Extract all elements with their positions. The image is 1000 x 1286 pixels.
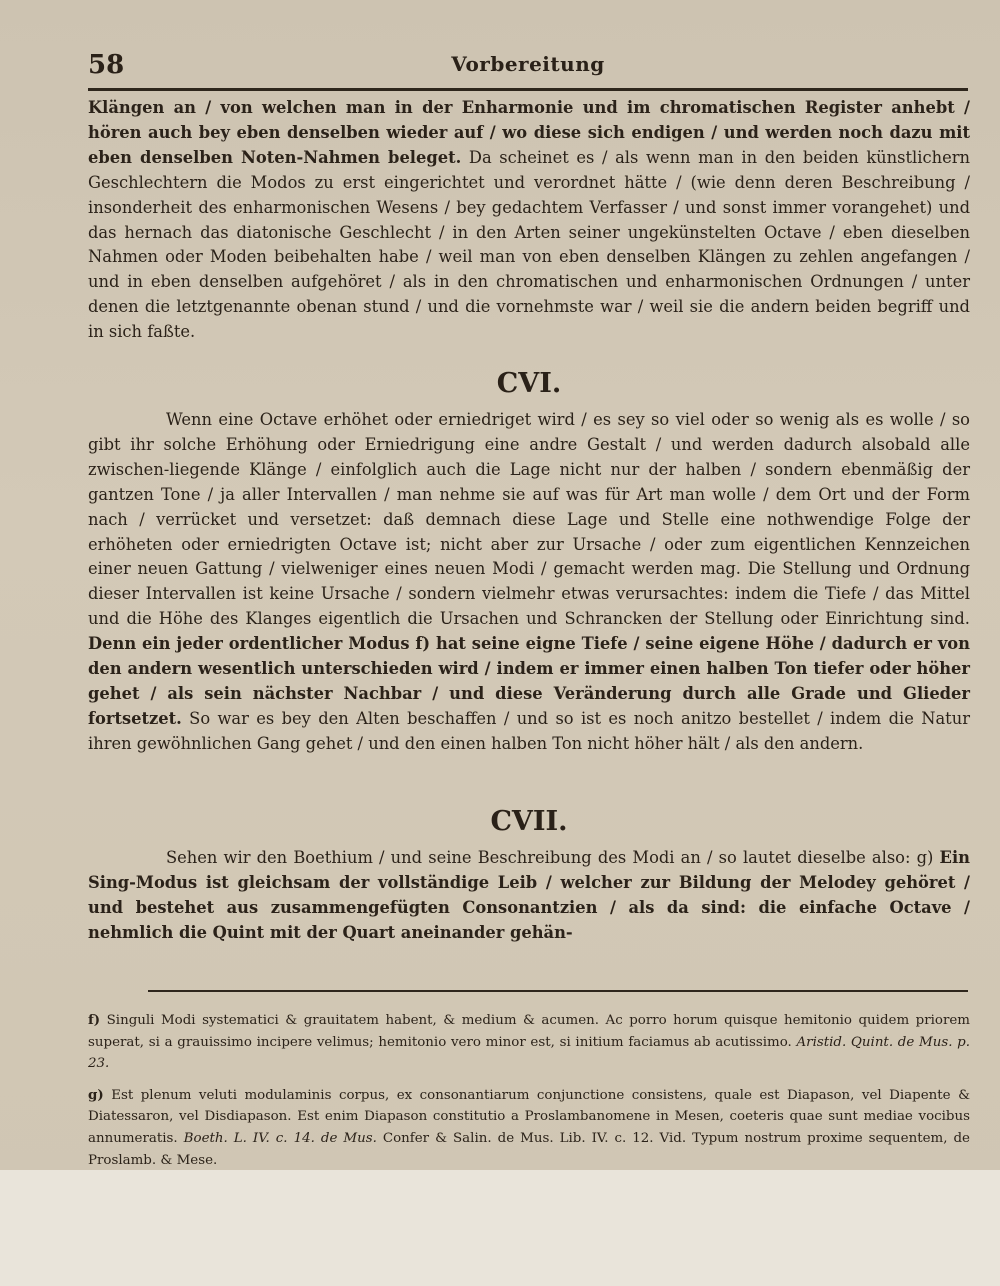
section-heading-cvii: CVII. [490,806,568,837]
section-cvi-text-1: Wenn eine Octave erhöhet oder erniedriget wird / es sey so viel oder so wenig als es wolle / so gibt ihr solche Erhöhung oder Erniedrigung eine andre Gestalt / und werden dadurch alsobald alle zwischen-liegende Klänge / einfolglich auch die Lage nicht nur der halben / sondern ebenmäßig der gantzen Tone / ja aller Intervallen / man nehme sie auf was für Art man wolle / dem Ort und der Form nach / verrücket und versetzet: daß demnach diese Lage und Stelle eine nothwendige Folge der erhöheten oder erniedrigten Octave ist; nicht aber zur Ursache / oder zum eigentlichen Kennzeichen einer neuen Gattung / vielweniger eines neuen Modi / gemacht werden mag. Die Stellung und Ordnung dieser Intervallen ist keine Ursache / sondern vielmehr etwas verursachtes: indem die Tiefe / das Mittel und die Höhe des Klanges eigentlich die Ursachen und Schrancken der Stellung oder Einrichtung sind. [88,410,970,629]
footnote-f [88,1010,970,1075]
footnote-mark: f) [88,1012,101,1028]
section-cvii-bold-text: Ein Sing-Modus ist gleichsam der vollständige Leib / welcher zur Bildung der Melodey gehöret / und bestehet aus zusammengefügten Consonantzien / als da sind: die einfache Octave / nehmlich die Quint mit der Quart aneinander gehän- [88,848,970,942]
page-number: 58 [88,50,125,80]
footnote-g [88,1085,970,1171]
footnote-text: Singuli Modi systematici & grauitatem habent, & medium & acumen. Ac porro horum quisque hemitonio quidem priorem superat, si a grauissimo incipere velimus; hemitonio vero minor est, si initium faciamus ab acutissimo. [88,1013,970,1050]
footnote-text-continued: Confer & Salin. de Mus. Lib. IV. c. 12. Vid. Typum nostrum proxime sequentem, de Proslamb. & Mese. [88,1130,970,1168]
page-header [88,50,968,90]
intro-paragraph [88,96,970,345]
intro-normal-text: Da scheinet es / als wenn man in den beiden künstlichern Geschlechtern die Modos zu erst eingerichtet und verordnet hätte / (wie denn deren Beschreibung / insonderheit des enharmonischen Wesens / bey gedachtem Verfasser / und sonst immer vorangehet) und das hernach das diatonische Geschlecht / in den Arten seiner ungekünstelten Octave / eben dieselben Nahmen oder Moden beibehalten habe / weil man von eben denselben Klängen zu zehlen angefangen / und in eben denselben aufgehöret / als in den chromatischen und enharmonischen Ordnungen / unter denen die letztgenannte obenan stund / und die vornehmste war / weil sie die andern beiden begriff und in sich faßte. [88,147,970,342]
section-cvi-bold-text: Denn ein jeder ordentlicher Modus f) hat seine eigne Tiefe / seine eigene Höhe / dadurch er von den andern wesentlich unterschieden wird / indem er immer einen halben Ton tiefer oder höher gehet / als sein nächster Nachbar / und diese Veränderung durch alle Grade und Glieder fortsetzet. [88,634,970,728]
section-cvii-text-1: Sehen wir den Boethium / und seine Beschreibung des Modi an / so lautet dieselbe also: g) [166,848,934,867]
footnote-text: Est plenum veluti modulaminis corpus, ex consonantiarum conjunctione consistens, quale est Diapason, vel Diapente & Diatessaron, vel Disdiapason. Est enim Diapason constitutio a Proslambanomene in Mesen, coeteris quae sunt mediae vocibus annumeratis. [88,1087,970,1146]
footnote-reference: Boeth. L. IV. c. 14. de Mus. [183,1130,377,1146]
footnotes [88,1010,970,1171]
section-cvii-paragraph [88,846,970,946]
section-cvi-paragraph [88,408,970,757]
section-heading-cvi: CVI. [496,368,562,399]
running-head: Vorbereitung [451,52,605,76]
section-cvi-text-2: So war es bey den Alten beschaffen / und so ist es noch anitzo bestellet / indem die Natur ihren gewöhnlichen Gang gehet / und den einen halben Ton nicht höher hält / als den andern. [88,708,970,753]
footnote-mark: g) [88,1086,104,1103]
header-rule [88,88,968,91]
intro-bold-text: Klängen an / von welchen man in der Enharmonie und im chromatischen Register anhebt / hören auch bey eben denselben wieder auf / wo diese sich endigen / und werden noch dazu mit eben denselben Noten-Nahmen beleget. [88,98,970,167]
footnote-rule [148,990,968,992]
footnote-reference: Aristid. Quint. de Mus. p. 23. [88,1034,970,1072]
